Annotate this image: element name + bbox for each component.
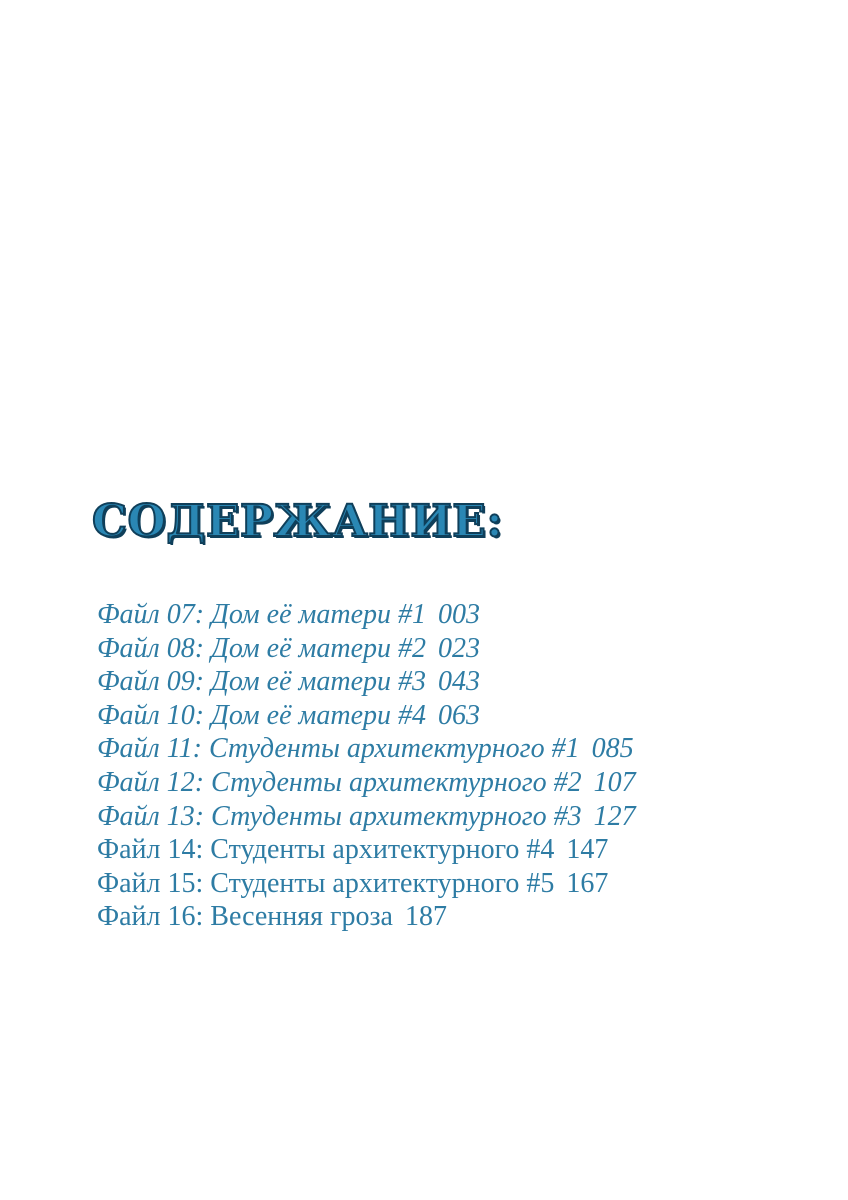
toc-entry xyxy=(97,867,636,901)
toc-entry-title: Файл 13: Студенты архитектурного #3 xyxy=(97,800,582,832)
toc-entry xyxy=(97,699,636,733)
toc-list xyxy=(97,598,636,934)
toc-entry xyxy=(97,732,636,766)
toc-entry xyxy=(97,598,636,632)
toc-entry-page: 003 xyxy=(438,599,481,630)
toc-entry xyxy=(97,766,636,800)
toc-entry-page: 187 xyxy=(404,901,447,933)
toc-entry xyxy=(97,632,636,666)
toc-entry-page: 167 xyxy=(566,867,609,899)
toc-entry-title: Файл 16: Весенняя гроза xyxy=(97,901,393,933)
toc-heading: СОДЕРЖАНИЕ: xyxy=(92,496,504,547)
toc-entry-page: 107 xyxy=(593,766,636,798)
toc-entry-page: 085 xyxy=(591,733,634,765)
toc-entry-title: Файл 11: Студенты архитектурного #1 xyxy=(97,733,580,765)
toc-entry xyxy=(97,665,636,699)
toc-entry-title: Файл 10: Дом её матери #4 xyxy=(97,699,427,731)
toc-entry xyxy=(97,833,636,867)
toc-entry xyxy=(97,900,636,934)
toc-entry-page: 043 xyxy=(438,666,481,698)
toc-entry-title: Файл 07: Дом её матери #1 xyxy=(97,599,427,630)
toc-entry-title: Файл 15: Студенты архитектурного #5 xyxy=(97,867,555,899)
toc-entry-page: 147 xyxy=(566,834,609,866)
toc-entry-page: 023 xyxy=(438,632,481,664)
toc-entry-page: 127 xyxy=(593,800,636,832)
toc-entry-title: Файл 09: Дом её матери #3 xyxy=(97,666,427,698)
toc-entry xyxy=(97,800,636,834)
toc-entry-title: Файл 14: Студенты архитектурного #4 xyxy=(97,834,555,866)
toc-entry-title: Файл 08: Дом её матери #2 xyxy=(97,632,427,664)
toc-entry-title: Файл 12: Студенты архитектурного #2 xyxy=(97,766,582,798)
toc-entry-page: 063 xyxy=(438,699,481,731)
